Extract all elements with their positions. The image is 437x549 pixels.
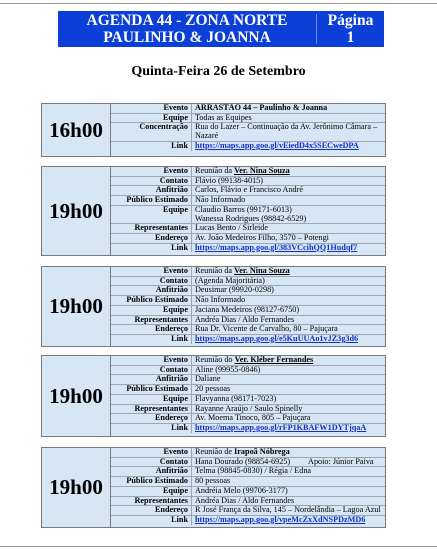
event-time: 16h00: [42, 104, 111, 156]
event-host: Ver. Kléber Fernandes: [234, 356, 314, 364]
row-label: Endereço: [111, 234, 192, 243]
event-row: [111, 123, 385, 141]
event-host: Ver. Nina Souza: [234, 167, 290, 175]
event-prefix: Reunião do: [195, 356, 235, 364]
team-member: Wanessa Rodrigues (98842-6529): [195, 213, 307, 223]
row-label: Equipe: [111, 206, 192, 223]
row-value: [192, 267, 385, 276]
event-prefix: Reunião da: [195, 167, 235, 175]
row-label: Evento: [111, 104, 192, 113]
row-value: [192, 448, 385, 457]
event-row: [111, 196, 385, 206]
row-value: Flávio (99138-4015): [195, 176, 263, 185]
map-link[interactable]: https://maps.app.goo.gl/vpeMcZxXdNSPDzMD6: [195, 515, 366, 524]
row-value: [192, 167, 385, 176]
header-title-line1: AGENDA 44 - ZONA NORTE: [86, 12, 288, 29]
row-label: Equipe: [111, 306, 192, 315]
row-label: Link: [111, 335, 192, 344]
row-label: Concentração: [111, 123, 192, 140]
team-member: Claudio Barros (99171-6013): [195, 205, 292, 214]
row-label: Link: [111, 244, 192, 253]
row-label: Link: [111, 142, 192, 151]
event-time: 19h00: [42, 448, 111, 527]
row-label: Público Estimado: [111, 385, 192, 394]
header-page-label: Página: [327, 12, 374, 29]
event-row: [111, 325, 385, 335]
map-link[interactable]: https://maps.app.goo.gl/383VCcihQQ1Hudqf7: [195, 243, 358, 252]
event-row: [111, 277, 385, 287]
event-details: [111, 356, 385, 433]
event-row: [111, 366, 385, 376]
event-row: [111, 497, 385, 507]
row-value: Rua Dr. Vicente de Carvalho, 80 – Pajuçara: [195, 325, 338, 334]
event-block: [41, 103, 386, 157]
event-block: [41, 355, 386, 437]
event-row: [111, 356, 385, 366]
event-row: [111, 142, 385, 151]
event-details: [111, 267, 385, 344]
event-row: [111, 477, 385, 487]
event-row: [111, 167, 385, 177]
event-time: 19h00: [42, 267, 111, 346]
event-time: 19h00: [42, 167, 111, 255]
row-label: Contato: [111, 177, 192, 186]
row-value: [192, 458, 385, 467]
event-block: [41, 447, 386, 528]
event-row: [111, 234, 385, 244]
row-value: Andréa Dias / Aldo Fernandes: [195, 496, 295, 505]
row-label: Anfitrião: [111, 186, 192, 195]
event-row: [111, 506, 385, 516]
row-label: Público Estimado: [111, 296, 192, 305]
row-value: Não Informado: [195, 196, 246, 205]
row-label: Endereço: [111, 506, 192, 515]
event-row: [111, 316, 385, 326]
row-value: (Agenda Majoritária): [195, 276, 265, 285]
support-note: Apoio: Júnior Paiva: [308, 457, 374, 466]
row-value: Andréa Dias / Aldo Fernandes: [195, 315, 295, 324]
row-label: Evento: [111, 448, 192, 457]
event-row: [111, 448, 385, 458]
row-label: Anfitrião: [111, 375, 192, 384]
event-block: [41, 266, 386, 347]
header-title-line2: PAULINHO & JOANNA: [103, 29, 271, 46]
header-page: [317, 11, 384, 47]
row-label: Evento: [111, 267, 192, 276]
row-value: Aline (99955-0846): [195, 365, 261, 374]
row-label: Anfitrião: [111, 467, 192, 476]
map-link[interactable]: https://maps.app.goo.gl/vEiedD4x5SECweDPA: [195, 141, 359, 150]
event-host: Ver. Nina Souza: [234, 267, 290, 275]
row-label: Contato: [111, 366, 192, 375]
row-value: Carlos, Flávio e Francisco André: [195, 186, 304, 195]
map-link[interactable]: https://maps.app.goo.gl/e5KuUUAo1vJZ3g3d6: [195, 334, 359, 343]
row-label: Link: [111, 516, 192, 525]
event-row: [111, 267, 385, 277]
row-value: Jaciana Medeiros (98127-6750): [195, 305, 300, 314]
row-label: Representantes: [111, 497, 192, 506]
row-value: Lucas Bento / Sirleide: [195, 224, 268, 233]
row-label: Contato: [111, 277, 192, 286]
agenda-header: [58, 11, 384, 47]
row-label: Evento: [111, 167, 192, 176]
event-row: [111, 516, 385, 525]
row-label: Anfitrião: [111, 286, 192, 295]
event-row: [111, 385, 385, 395]
row-value: R José França da Silva, 145 – Nordelândia – Lagoa Azul: [195, 506, 381, 515]
row-label: Representantes: [111, 405, 192, 414]
top-rule: [0, 3, 437, 4]
row-value: Todas as Equipes: [195, 113, 252, 122]
row-label: Contato: [111, 458, 192, 467]
event-row: [111, 458, 385, 468]
row-label: Link: [111, 424, 192, 433]
event-row: [111, 424, 385, 433]
row-label: Evento: [111, 356, 192, 365]
agenda-date: Quinta-Feira 26 de Setembro: [131, 64, 306, 79]
row-value: Deusimar (99920-0298): [195, 286, 274, 295]
row-value: Daliane: [195, 375, 221, 384]
event-row: [111, 177, 385, 187]
event-row: [111, 224, 385, 234]
row-value: Rayanne Araújo / Saulo Spinelly: [195, 404, 303, 413]
row-label: Equipe: [111, 114, 192, 123]
header-page-number: 1: [346, 29, 355, 46]
event-details: [111, 167, 385, 252]
event-row: [111, 335, 385, 344]
event-row: [111, 414, 385, 424]
row-value: Rua do Lazer – Continuação da Av. Jerônimo Câmara – Nazaré: [195, 123, 378, 141]
event-row: [111, 206, 385, 224]
row-value: 80 pessoas: [195, 477, 231, 486]
event-time: 19h00: [42, 356, 111, 436]
row-value: Andréia Melo (99706-3177): [195, 486, 288, 495]
row-value: Av. João Medeiros Filho, 3570 – Potengi: [195, 233, 329, 242]
event-row: [111, 405, 385, 415]
contact-name: Hana Dourado (98854-6925): [195, 457, 291, 466]
event-details: [111, 448, 385, 525]
row-value: Não Informado: [195, 296, 246, 305]
row-label: Público Estimado: [111, 477, 192, 486]
event-prefix: Reunião da: [195, 267, 235, 275]
event-details: [111, 104, 385, 151]
event-host: Irapoã Nóbrega: [234, 448, 290, 456]
row-value: Telma (98845-0830) / Régia / Édna: [195, 467, 312, 476]
map-link[interactable]: https://maps.app.goo.gl/rFP1KBAFW1DYTjqaA: [195, 423, 367, 432]
event-row: [111, 244, 385, 253]
row-value: Flavyanna (98171-7023): [195, 394, 277, 403]
row-label: Equipe: [111, 395, 192, 404]
row-label: Endereço: [111, 325, 192, 334]
event-block: [41, 166, 386, 256]
event-prefix: Reunião de: [195, 448, 235, 456]
event-row: [111, 104, 385, 114]
row-label: Representantes: [111, 316, 192, 325]
header-title: [58, 11, 316, 47]
row-value: ARRASTÃO 44 – Paulinho & Joanna: [195, 104, 328, 112]
event-row: [111, 296, 385, 306]
row-label: Endereço: [111, 414, 192, 423]
bottom-rule: [0, 546, 437, 547]
row-label: Equipe: [111, 487, 192, 496]
row-value: [192, 356, 385, 365]
row-label: Representantes: [111, 224, 192, 233]
row-value: [192, 206, 385, 223]
row-value: Av. Moema Tinoco, 805 – Pajuçara: [195, 414, 311, 423]
row-label: Público Estimado: [111, 196, 192, 205]
row-value: 20 pessoas: [195, 385, 231, 394]
